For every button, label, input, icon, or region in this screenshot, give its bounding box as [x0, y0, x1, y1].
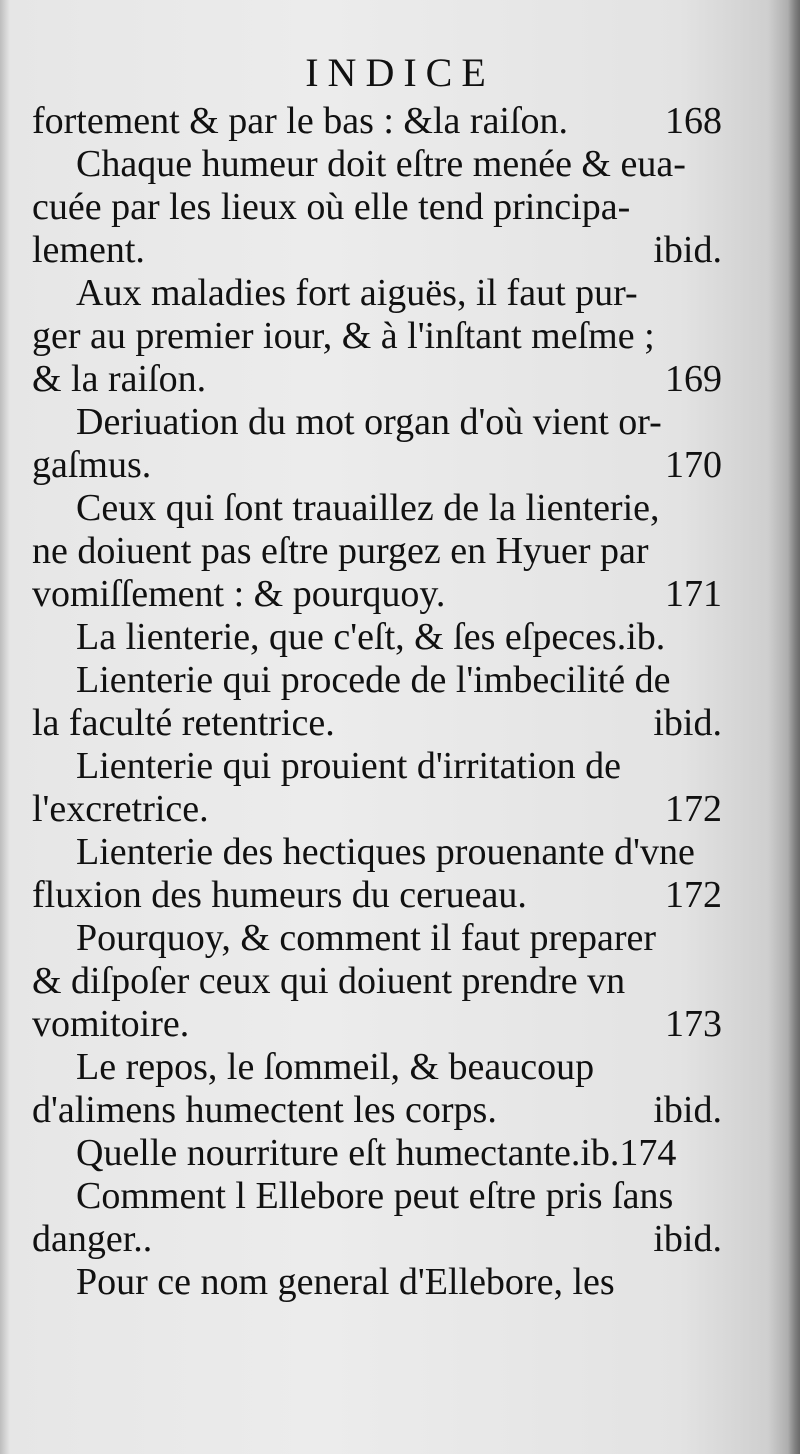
index-line	[32, 100, 722, 143]
index-line	[32, 186, 722, 229]
line-text: Pour ce nom general d'Ellebore, les	[76, 1261, 615, 1303]
index-line	[32, 831, 722, 874]
page-reference: 170	[665, 444, 722, 486]
line-text: & diſpoſer ceux qui doiuent prendre vn	[32, 960, 626, 1002]
index-line	[32, 1089, 722, 1132]
line-text: Ceux qui ſont trauaillez de la lienterie,	[76, 487, 660, 529]
line-text: vomiſſement : & pourquoy.	[32, 573, 446, 615]
line-text: Lienterie qui procede de l'imbecilité de	[76, 659, 671, 701]
line-text: vomitoire.	[32, 1003, 190, 1045]
line-text: danger..	[32, 1218, 153, 1260]
index-line	[32, 315, 722, 358]
page-reference: 173	[665, 1003, 722, 1045]
line-text: cuée par les lieux où elle tend principa-	[32, 186, 631, 228]
index-line	[32, 1261, 722, 1304]
page-reference: 169	[665, 358, 722, 400]
running-head: INDICE	[305, 50, 495, 95]
index-line	[32, 745, 722, 788]
line-text: ne doiuent pas eſtre purgez en Hyuer par	[32, 530, 649, 572]
index-line	[32, 444, 722, 487]
index-line	[32, 229, 722, 272]
line-text: Lienterie qui prouient d'irritation de	[76, 745, 622, 787]
index-line	[32, 487, 722, 530]
page-reference: ibid.	[653, 1218, 722, 1260]
line-text: l'excretrice.	[32, 788, 209, 830]
line-text: Deriuation du mot organ d'où vient or-	[76, 401, 662, 443]
line-text: La lienterie, que c'eſt, & ſes eſpeces.ib.	[76, 616, 666, 658]
index-line	[32, 272, 722, 315]
line-text: Pourquoy, & comment il faut preparer	[76, 917, 657, 959]
index-line	[32, 1046, 722, 1089]
page-reference: ibid.	[653, 229, 722, 271]
line-text: & la raiſon.	[32, 358, 207, 400]
index-line	[32, 1132, 722, 1175]
index-line	[32, 401, 722, 444]
index-line	[32, 530, 722, 573]
page-reference: 168	[665, 100, 722, 142]
index-line	[32, 960, 722, 1003]
index-line	[32, 917, 722, 960]
index-line	[32, 702, 722, 745]
line-text: Aux maladies fort aiguës, il faut pur-	[76, 272, 638, 314]
line-text: ger au premier iour, & à l'inſtant meſme ;	[32, 315, 655, 357]
index-line	[32, 788, 722, 831]
page-reference: 172	[665, 874, 722, 916]
line-text: Chaque humeur doit eſtre menée & eua-	[76, 143, 686, 185]
page-reference: 172	[665, 788, 722, 830]
line-text: Lienterie des hectiques prouenante d'vne	[76, 831, 695, 873]
line-text: lement.	[32, 229, 145, 271]
page-reference: 171	[665, 573, 722, 615]
line-text: Comment l Ellebore peut eſtre pris ſans	[76, 1175, 674, 1217]
line-text: fortement & par le bas : &la raiſon.	[32, 100, 569, 142]
index-line	[32, 1175, 722, 1218]
line-text: d'alimens humectent les corps.	[32, 1089, 497, 1131]
line-text: gaſmus.	[32, 444, 152, 486]
index-line	[32, 573, 722, 616]
page-gutter-shadow	[788, 0, 800, 1454]
index-text-block	[32, 100, 722, 1304]
page-reference: ibid.	[653, 1089, 722, 1131]
index-line	[32, 358, 722, 401]
index-line	[32, 1218, 722, 1261]
index-line	[32, 616, 722, 659]
line-text: fluxion des humeurs du cerueau.	[32, 874, 527, 916]
index-line	[32, 1003, 722, 1046]
line-text: Le repos, le ſommeil, & beaucoup	[76, 1046, 595, 1088]
page-left-shadow	[0, 0, 10, 1454]
index-line	[32, 143, 722, 186]
page-reference: ibid.	[653, 702, 722, 744]
line-text: la faculté retentrice.	[32, 702, 335, 744]
index-line	[32, 659, 722, 702]
index-line	[32, 874, 722, 917]
line-text: Quelle nourriture eſt humectante.ib.174	[76, 1132, 677, 1174]
